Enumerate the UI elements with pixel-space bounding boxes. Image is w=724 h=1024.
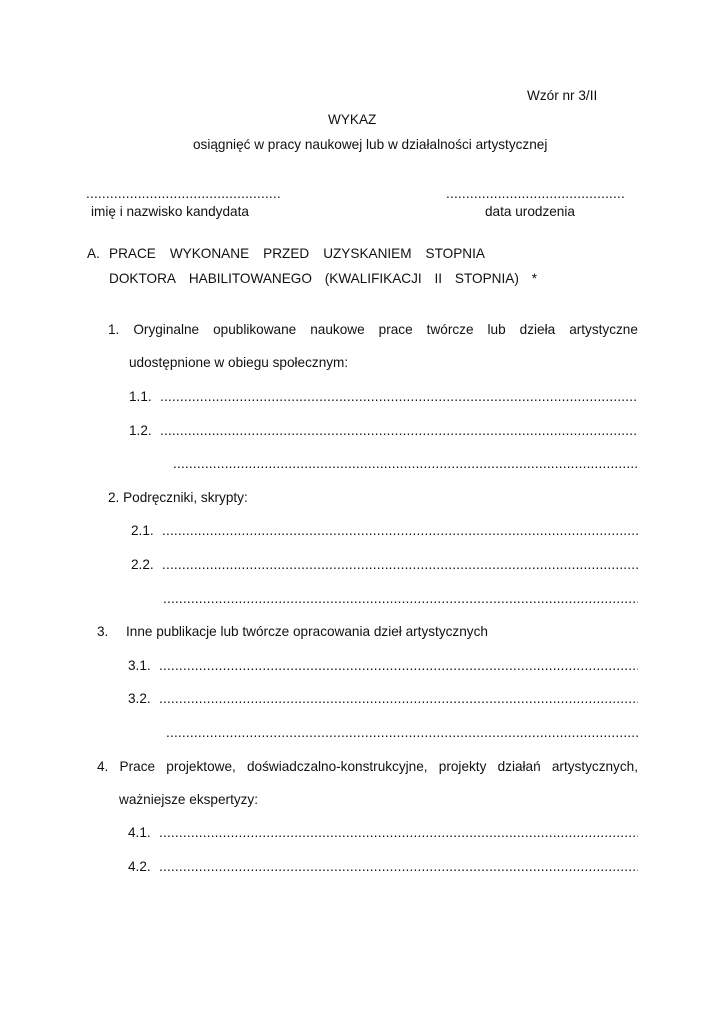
heading-word: PRZED [263, 246, 310, 261]
heading-word: UZYSKANIEM [323, 246, 412, 261]
entry-continuation-field[interactable] [173, 456, 638, 472]
item-word: Prace [119, 759, 156, 774]
item-word: naukowe [310, 322, 365, 337]
candidate-name-label: imię i nazwisko kandydata [91, 204, 249, 219]
entry-field[interactable] [159, 691, 638, 707]
item-word: projekty [438, 759, 487, 774]
heading-word: II [434, 271, 443, 286]
entry-field[interactable] [159, 825, 638, 841]
document-subtitle: osiągnięć w pracy naukowej lub w działalności artystycznej [193, 137, 548, 152]
item-word: 1. [108, 322, 120, 337]
item-word: działań [497, 759, 541, 774]
item-2-heading: 2. Podręczniki, skrypty: [108, 490, 248, 505]
item-word: doświadczalno-konstrukcyjne, [246, 759, 428, 774]
section-a-title-line2 [109, 271, 537, 287]
entry-field[interactable] [162, 557, 638, 573]
entry-field[interactable] [162, 523, 638, 539]
section-a-title-line1 [109, 246, 485, 262]
heading-word: STOPNIA) [454, 271, 519, 286]
document-title: WYKAZ [328, 112, 377, 127]
item-word: artystyczne [569, 322, 638, 337]
entry-continuation-field[interactable] [163, 591, 638, 607]
heading-word: DOKTORA [109, 271, 176, 286]
form-number: Wzór nr 3/II [527, 88, 598, 103]
item-word: projektowe, [166, 759, 236, 774]
entry-number: 1.2. [129, 423, 152, 438]
heading-word: HABILITOWANEGO [188, 271, 312, 286]
item-word: twórcze [426, 322, 474, 337]
entry-number: 4.1. [128, 825, 151, 840]
heading-word: (KWALIFIKACJI [324, 271, 422, 286]
item-word: dzieła [519, 322, 556, 337]
entry-number: 3.1. [128, 658, 151, 673]
item-word: prace [378, 322, 413, 337]
section-a-prefix: A. [87, 246, 100, 261]
entry-field[interactable] [159, 658, 638, 674]
heading-word: WYKONANE [169, 246, 250, 261]
heading-word: * [531, 271, 537, 286]
item-word: 4. [97, 759, 109, 774]
entry-number: 2.1. [131, 523, 154, 538]
entry-field[interactable] [160, 423, 638, 439]
item-4-heading [97, 759, 638, 775]
item-word: opublikowane [213, 322, 297, 337]
item-4-continuation: ważniejsze ekspertyzy: [119, 792, 259, 807]
heading-word: PRACE [109, 246, 156, 261]
heading-word: STOPNIA [425, 246, 485, 261]
entry-field[interactable] [160, 389, 638, 405]
item-3-heading: Inne publikacje lub twórcze opracowania dzieł artystycznych [126, 624, 488, 639]
item-word: lub [487, 322, 506, 337]
entry-number: 3.2. [128, 691, 151, 706]
birthdate-label: data urodzenia [485, 204, 575, 219]
item-3-number: 3. [97, 624, 109, 639]
entry-continuation-field[interactable] [166, 725, 638, 741]
item-word: artystycznych, [551, 759, 638, 774]
entry-field[interactable] [159, 859, 638, 875]
candidate-name-field[interactable] [86, 186, 280, 202]
item-1-continuation: udostępnione w obiegu społecznym: [129, 355, 349, 370]
item-1-heading [108, 322, 638, 338]
item-word: Oryginalne [133, 322, 200, 337]
entry-number: 2.2. [131, 557, 154, 572]
entry-number: 1.1. [129, 389, 152, 404]
birthdate-field[interactable] [446, 186, 626, 202]
entry-number: 4.2. [128, 859, 151, 874]
